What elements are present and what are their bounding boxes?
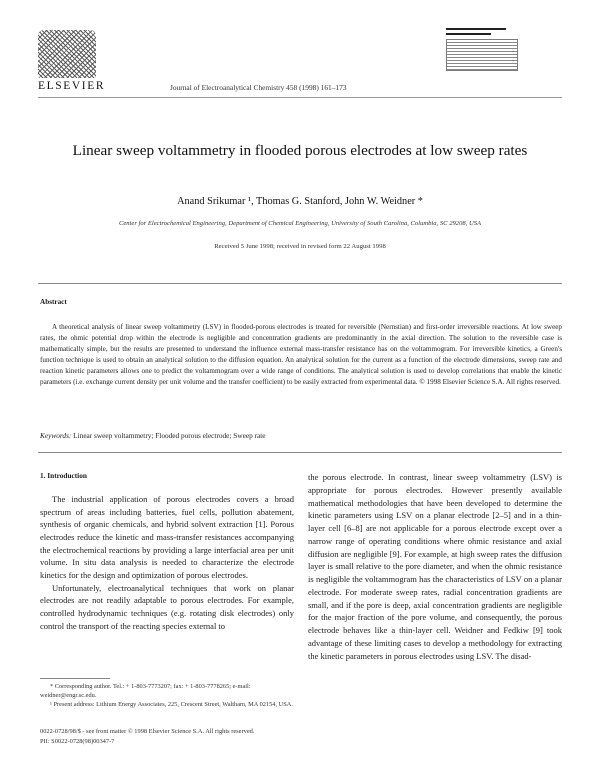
intro-paragraph-1: The industrial application of porous electrodes covers a broad spectrum of areas including batteries, fuel cells, pollution abatement, synthesis of organic chemicals, and hybrid solvent extraction [1]. Porous electrodes reduce the kinetic and mass-transfer resistances accompanying the electrochemical reactions by providing a large interfacial area per unit volume. In situ data analysis is needed to characterize the electrode kinetics for the design and optimization of porous electrodes.	[40, 494, 294, 580]
received-dates: Received 5 June 1998; received in revised form 22 August 1998	[214, 243, 386, 250]
journal-reference: Journal of Electroanalytical Chemistry 458 (1998) 161–173	[170, 83, 347, 92]
present-address-note: ¹ Present address: Lithium Energy Associates, 225, Crescent Street, Waltham, MA 02154, USA.	[50, 701, 293, 709]
keywords-label: Keywords:	[40, 431, 72, 440]
author-affiliation: Center for Electrochemical Engineering, Department of Chemical Engineering, University of South Carolina, Columbia, SC 29208, USA	[118, 220, 482, 227]
article-title: Linear sweep voltammetry in flooded porous electrodes at low sweep rates	[72, 142, 528, 159]
publisher-logo	[38, 30, 106, 92]
abstract-top-divider	[38, 283, 562, 284]
introduction-heading: 1. Introduction	[40, 471, 87, 480]
right-column	[308, 471, 562, 662]
footnote-divider	[40, 678, 110, 679]
publisher-name: ELSEVIER	[38, 80, 106, 92]
intro-paragraph-3: the porous electrode. In contrast, linear sweep voltammetry (LSV) is appropriate for porous electrodes. However presently available mathematical methodologies that have been developed to determine the kinetic parameters using LSV on a planar electrode [2–5] and in a thin-layer cell [6–8] are not applicable for a porous electrode except over a narrow range of operating conditions where ohmic resistance and axial diffusion are negligible [9]. For example, at high sweep rates the diffusion layer is small relative to the pore diameter, and when the ohmic resistance is negligible the voltammogram has the characteristics of LSV on a planar electrode. For moderate sweep rates, radial concentration gradients are small, and if the pore is deep, axial concentration gradients are negligible for the major fraction of the pore volume, and consequently, the porous electrode behaves like a thin-layer cell. Weidner and Fedkiw [9] took advantage of these limiting cases to develop a methodology for extracting the kinetic parameters in porous electrodes using LSV. The disad-	[308, 472, 562, 661]
left-column	[40, 493, 294, 632]
page-footer	[40, 727, 560, 746]
corresponding-author-note: * Corresponding author. Tel.: + 1-803-7773207; fax: + 1-803-7778265; e-mail: weidner@engr.sc.edu.	[40, 683, 251, 700]
journal-cover-thumbnail	[446, 28, 518, 86]
abstract-bottom-divider	[38, 452, 562, 453]
front-matter-line: 0022-0728/98/$ - see front matter © 1998 Elsevier Science S.A. All rights reserved.	[40, 728, 255, 735]
abstract-heading: Abstract	[40, 298, 67, 306]
header-divider	[38, 97, 562, 98]
pii-line: PII: S0022-0728(98)00347-7	[40, 737, 115, 745]
keywords	[40, 431, 562, 440]
intro-paragraph-2: Unfortunately, electroanalytical techniques that work on planar electrodes are not readily adaptable to porous electrodes. For example, controlled hydrodynamic techniques (e.g. rotating disk electrodes) only control the transport of the reacting species external to	[40, 582, 294, 631]
abstract-body	[40, 322, 562, 387]
footnotes	[40, 682, 294, 710]
keywords-text: Linear sweep voltammetry; Flooded porous electrode; Sweep rate	[71, 431, 266, 440]
article-authors: Anand Srikumar ¹, Thomas G. Stanford, John W. Weidner *	[177, 196, 423, 207]
elsevier-tree-icon	[38, 30, 96, 78]
abstract-text: A theoretical analysis of linear sweep voltammetry (LSV) in flooded-porous electrodes is treated for reversible (Nernstian) and first-order irreversible reactions. At low sweep rates, the ohmic potential drop within the electrode is negligible and concentration gradients are predominantly in the axial direction. The solution to the reversible case is mathematically simple, but the results are presented to understand the influence external mass-transfer resistance has on the voltammogram. For irreversible kinetics, a Green's function technique is used to obtain an analytical solution to the diffusion equation. An analytical solution for the current as a function of the electrode dimensions, sweep rate and reaction kinetic parameters allows one to predict the voltammogram over a wide range of conditions. The analytical solution is used to develop correlations that enable the kinetic parameters (i.e. exchange current density per unit volume and the transfer coefficient) to be easily extracted from experimental data. © 1998 Elsevier Science S.A. All rights reserved.	[40, 323, 562, 386]
